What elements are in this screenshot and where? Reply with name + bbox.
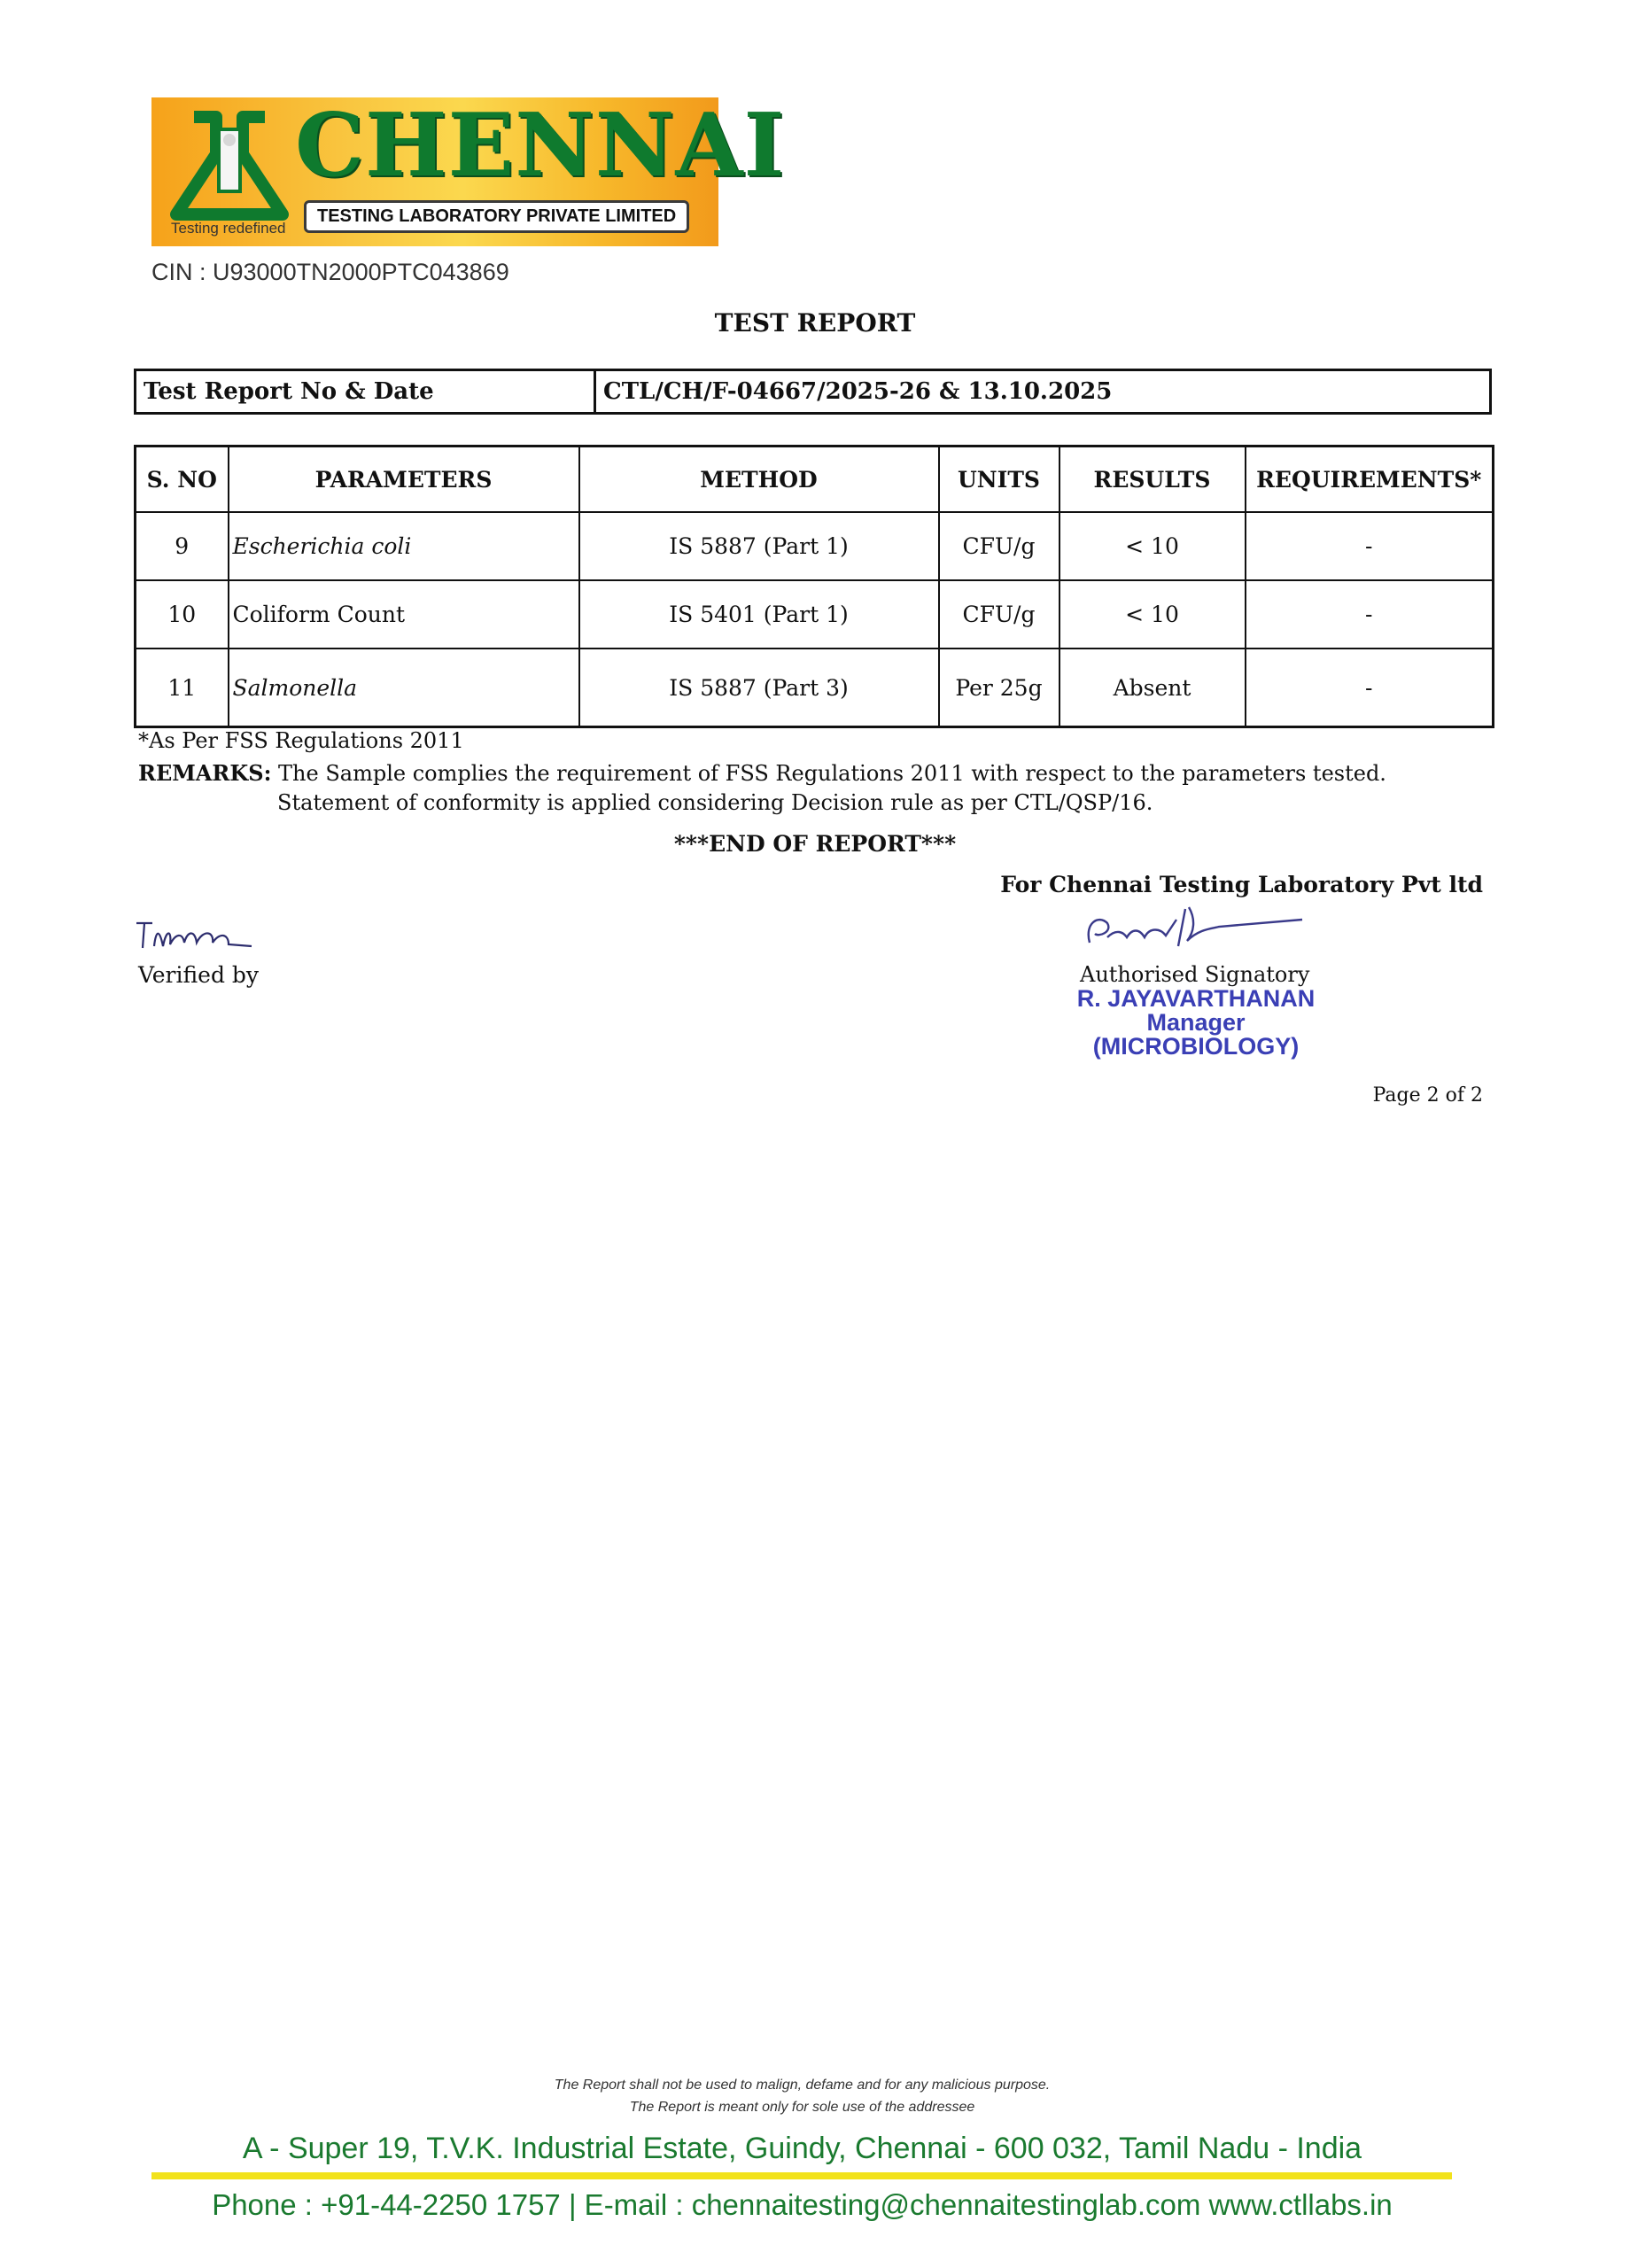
cell-result: < 10 — [1060, 580, 1246, 649]
authorised-signature — [1081, 902, 1311, 957]
footer-address: A - Super 19, T.V.K. Industrial Estate, Guindy, Chennai - 600 032, Tamil Nadu - India — [242, 2132, 1362, 2165]
cell-units: CFU/g — [939, 512, 1060, 580]
footer-disclaimer-2: The Report is meant only for sole use of the addressee — [629, 2100, 975, 2115]
cell-sno: 11 — [136, 649, 229, 727]
table-row — [136, 649, 1494, 727]
cell-method: IS 5887 (Part 3) — [579, 649, 939, 727]
report-no-label: Test Report No & Date — [136, 370, 595, 414]
footer-divider — [151, 2172, 1452, 2179]
stamp-department: (MICROBIOLOGY) — [1092, 1033, 1300, 1060]
table-header-row — [136, 447, 1494, 513]
page-title: TEST REPORT — [714, 308, 916, 338]
results-table — [134, 445, 1494, 728]
remarks-text: The Sample complies the requirement of FSS Regulations 2011 with respect to the parameters tested. — [271, 761, 1386, 786]
company-logo — [151, 95, 786, 246]
column-header-sno: S. NO — [136, 447, 229, 513]
cell-requirement: - — [1246, 512, 1494, 580]
column-header-parameters: PARAMETERS — [229, 447, 579, 513]
signatory-stamp — [1054, 987, 1338, 1059]
remarks — [138, 760, 1386, 786]
report-no-row — [136, 370, 1491, 414]
end-of-report: ***END OF REPORT*** — [673, 831, 957, 857]
stamp-name: R. JAYAVARTHANAN — [1076, 985, 1316, 1012]
logo-subtitle: TESTING LABORATORY PRIVATE LIMITED — [304, 200, 689, 233]
stamp-role: Manager — [1146, 1009, 1246, 1036]
cell-units: CFU/g — [939, 580, 1060, 649]
flask-logo-icon — [167, 110, 291, 225]
footnote: *As Per FSS Regulations 2011 — [138, 728, 464, 753]
column-header-requirements: REQUIREMENTS* — [1246, 447, 1494, 513]
cin-number: CIN : U93000TN2000PTC043869 — [151, 259, 509, 285]
cell-requirement: - — [1246, 580, 1494, 649]
column-header-results: RESULTS — [1060, 447, 1246, 513]
cell-sno: 10 — [136, 580, 229, 649]
remarks-label: REMARKS: — [138, 760, 272, 786]
cell-sno: 9 — [136, 512, 229, 580]
authorised-signatory-label: Authorised Signatory — [1080, 962, 1310, 987]
table-row — [136, 580, 1494, 649]
cell-requirement: - — [1246, 649, 1494, 727]
page-number: Page 2 of 2 — [1372, 1084, 1483, 1107]
column-header-method: METHOD — [579, 447, 939, 513]
report-no-table — [134, 369, 1492, 415]
column-header-units: UNITS — [939, 447, 1060, 513]
cell-units: Per 25g — [939, 649, 1060, 727]
footer-disclaimer-1: The Report shall not be used to malign, defame and for any malicious purpose. — [554, 2078, 1051, 2093]
cell-result: < 10 — [1060, 512, 1246, 580]
cell-parameter: Escherichia coli — [229, 512, 579, 580]
logo-name: CHENNAI — [295, 95, 786, 197]
report-no-value: CTL/CH/F-04667/2025-26 & 13.10.2025 — [595, 370, 1491, 414]
cell-method: IS 5887 (Part 1) — [579, 512, 939, 580]
footer-contact: Phone : +91-44-2250 1757 | E-mail : chennaitesting@chennaitestinglab.com www.ctllabs.in — [212, 2188, 1393, 2221]
cell-parameter: Coliform Count — [229, 580, 579, 649]
cell-parameter: Salmonella — [229, 649, 579, 727]
verifier-signature — [133, 913, 257, 953]
for-lab-label: For Chennai Testing Laboratory Pvt ltd — [1000, 872, 1483, 897]
table-row — [136, 512, 1494, 580]
conformity-statement: Statement of conformity is applied considering Decision rule as per CTL/QSP/16. — [277, 790, 1153, 815]
logo-tagline: Testing redefined — [171, 220, 286, 237]
cell-method: IS 5401 (Part 1) — [579, 580, 939, 649]
verified-by-label: Verified by — [138, 962, 260, 988]
cell-result: Absent — [1060, 649, 1246, 727]
